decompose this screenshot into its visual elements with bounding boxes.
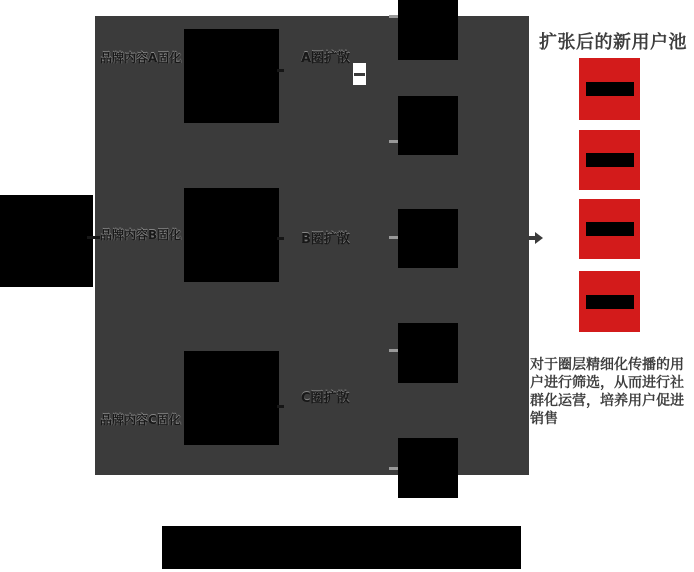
content-label-b: 品牌内容B固化 xyxy=(100,228,182,242)
redacted-text-bar xyxy=(586,82,634,96)
redacted-text-bar xyxy=(586,153,634,167)
content-connector-b xyxy=(277,237,284,240)
redacted-text-bar xyxy=(586,295,634,309)
user-pool-card xyxy=(579,130,640,190)
pool-title: 扩张后的新用户池 xyxy=(539,32,687,53)
source-connector xyxy=(87,236,100,239)
note-text: 对于圈层精细化传播的用户进行筛选，从而进行社群化运营，培养用户促进销售 xyxy=(530,357,684,427)
user-pool-card xyxy=(579,58,640,120)
spread-label-c: C圈扩散 xyxy=(301,391,350,406)
connector-tick xyxy=(389,349,398,352)
spread-image-5 xyxy=(398,438,458,498)
content-connector-a xyxy=(277,69,284,72)
white-marker-icon xyxy=(353,63,366,85)
content-label-a: 品牌内容A固化 xyxy=(100,51,182,65)
user-pool-card xyxy=(579,271,640,332)
spread-label-a: A圈扩散 xyxy=(301,51,351,66)
content-image-c xyxy=(184,351,279,445)
content-image-a xyxy=(184,29,279,123)
spread-image-2 xyxy=(398,96,458,155)
user-pool-card xyxy=(579,199,640,259)
spread-label-b: B圈扩散 xyxy=(301,232,350,247)
content-connector-c xyxy=(277,405,284,408)
connector-tick xyxy=(389,467,398,470)
spread-image-1 xyxy=(398,0,458,60)
spread-image-3 xyxy=(398,209,458,268)
content-image-b xyxy=(184,188,279,282)
spread-image-4 xyxy=(398,323,458,383)
connector-tick xyxy=(389,15,398,18)
right-arrow-icon xyxy=(526,229,544,247)
caption-bar xyxy=(162,526,521,569)
source-image-box xyxy=(0,195,93,287)
marker-dash xyxy=(354,73,365,76)
connector-tick xyxy=(389,140,398,143)
redacted-text-bar xyxy=(586,222,634,236)
connector-tick xyxy=(389,236,398,239)
content-label-c: 品牌内容C固化 xyxy=(100,413,181,427)
